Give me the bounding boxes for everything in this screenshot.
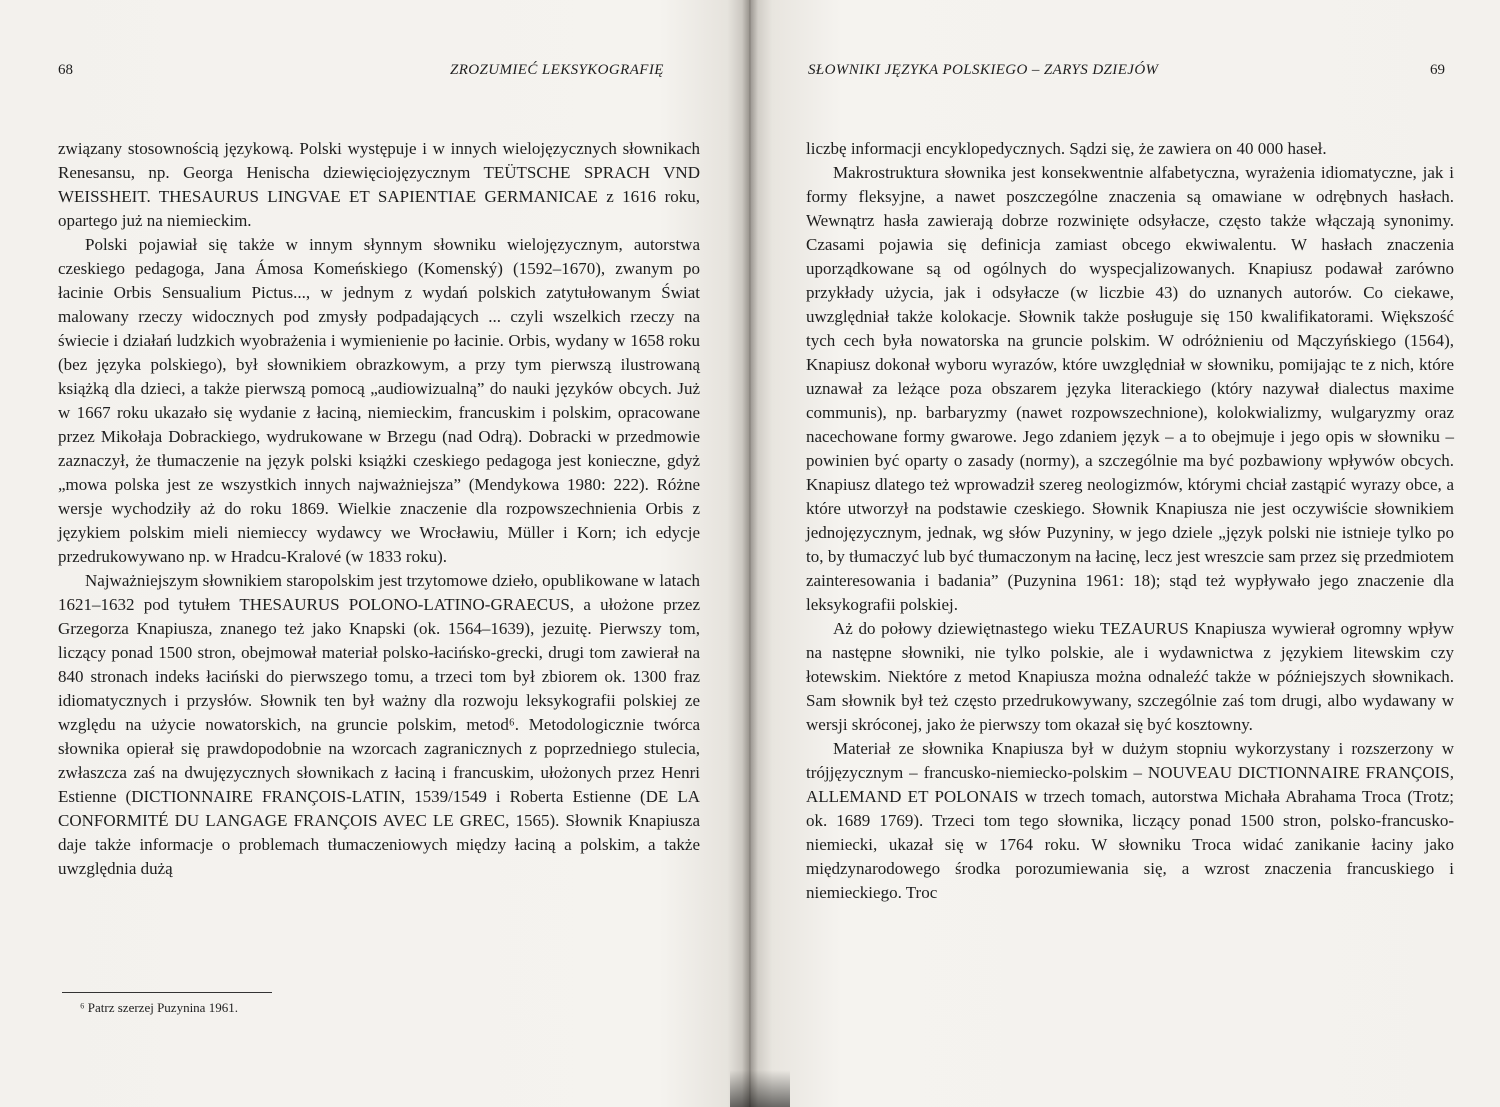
- body-text: [58, 137, 700, 881]
- page-number: 69: [1430, 62, 1445, 78]
- footnote-rule: [62, 992, 272, 993]
- footnote: ⁶ Patrz szerzej Puzynina 1961.: [80, 1000, 238, 1015]
- paragraph: liczbę informacji encyklopedycznych. Sądzi się, że zawiera on 40 000 haseł.: [806, 139, 1327, 158]
- paragraph: związany stosownością językową. Polski występuje i w innych wielojęzycznych słownikach Renesansu, np. Georga Henischa dziewięciojęzycznym TEÜTSCHE SPRACH VND WEISSHEIT. THESAURUS LINGVAE ET SAPIENTIAE GERMANICAE z 1616 roku, opartego już na niemieckim.: [58, 139, 700, 230]
- paragraph: Aż do połowy dziewiętnastego wieku TEZAURUS Knapiusza wywierał ogromny wpływ na następne słowniki, nie tylko polskie, ale i wydawnictwa z językiem litewskim czy łotewskim. Niektóre z metod Knapiusza można odnaleźć także w późniejszych słownikach. Sam słownik był też często przedrukowywany, szczególnie zaś tom drugi, albo wydawany w wersji skróconej, jako że pierwszy tom okazał się być kosztowny.: [806, 619, 1454, 734]
- page-number: 68: [58, 62, 73, 78]
- running-head: SŁOWNIKI JĘZYKA POLSKIEGO – ZARYS DZIEJÓW: [808, 62, 1159, 78]
- paragraph: Makrostruktura słownika jest konsekwentnie alfabetyczna, wyrażenia idiomatyczne, jak i formy fleksyjne, a nawet poszczególne znaczenia są omawiane w odrębnych hasłach. Wewnątrz hasła zawierają dobrze rozwinięte odsyłacze, często także włączają synonimy. Czasami pojawia się definicja zamiast obcego ekwiwalentu. W hasłach znaczenia uporządkowane są od ogólnych do wyspecjalizowanych. Knapiusz podawał zarówno przykłady użycia, jak i odsyłacze (w liczbie 43) do uznanych autorów. Co ciekawe, uwzględniał także kolokacje. Słownik także posługuje się 150 kwalifikatorami. Większość tych cech była nowatorska na gruncie polskim. W odróżnieniu od Mączyńskiego (1564), Knapiusz dokonał wyboru wyrazów, które uwzględniał w słowniku, pomijając te z nich, które uznawał za leżące poza obszarem języka literackiego (który nazywał dialectus maxime communis), np. barbaryzmy (nawet rozpowszechnione), kolokwializmy, wulgaryzmy oraz nacechowane formy gwarowe. Jego zdaniem język – a to obejmuje i jego opis w słowniku – powinien być oparty o zasady (normy), a szczególnie ma być pozbawiony wpływów obcych. Knapiusz dlatego też wprowadził szereg neologizmów, którymi chciał zastąpić wyrazy obce, a które utworzył na podstawie czeskiego. Słownik Knapiusza nie jest oczywiście słownikiem jednojęzycznym, jednak, wg słów Puzyniny, w jego dziele „język polski nie istnieje tylko po to, by tłumaczyć lub być tłumaczonym na łacinę, lecz jest wreszcie sam przez się przedmiotem zainteresowania i badania” (Puzynina 1961: 18); stąd też wypływało jego znaczenie dla leksykografii polskiej.: [806, 163, 1454, 614]
- right-page: [750, 0, 1500, 1107]
- spine-shadow: [730, 1070, 790, 1107]
- paragraph: Polski pojawiał się także w innym słynnym słowniku wielojęzycznym, autorstwa czeskiego pedagoga, Jana Ámosa Komeńskiego (Komenský) (1592–1670), zwanym po łacinie Orbis Sensualium Pictus..., w jednym z wydań polskich zatytułowanym Świat malowany rzeczy widocznych pod zmysły podpadających ... czyli wszelkich rzeczy na świecie i działań ludzkich wyobrażenia i wymienienie po łacinie. Orbis, wydany w 1658 roku (bez języka polskiego), był słownikiem obrazkowym, a przy tym pierwszą ilustrowaną książką dla dzieci, a także pierwszą pomocą „audiowizualną” do nauki języków obcych. Już w 1667 roku ukazało się wydanie z łaciną, niemieckim, francuskim i polskim, opracowane przez Mikołaja Dobrackiego, wydrukowane w Brzegu (nad Odrą). Dobracki w przedmowie zaznaczył, że tłumaczenie na język polski książki czeskiego pedagoga jest konieczne, gdyż „mowa polska jest ze wszystkich innych najważniejsza” (Mendykowa 1980: 222). Różne wersje wychodziły aż do roku 1869. Wielkie znaczenie dla rozpowszechnienia Orbis z językiem polskim mieli niemieccy wydawcy we Wrocławiu, Müller i Korn; ich edycje przedrukowywano np. w Hradcu-Kralové (w 1833 roku).: [58, 235, 700, 566]
- body-text: [806, 137, 1454, 905]
- running-head: ZROZUMIEĆ LEKSYKOGRAFIĘ: [450, 62, 664, 78]
- paragraph: Najważniejszym słownikiem staropolskim jest trzytomowe dzieło, opublikowane w latach 1621–1632 pod tytułem THESAURUS POLONO-LATINO-GRAECUS, a ułożone przez Grzegorza Knapiusza, znanego też jako Knapski (ok. 1564–1639), jezuitę. Pierwszy tom, liczący ponad 1500 stron, obejmował materiał polsko-łacińsko-grecki, drugi tom zawierał na 840 stronach indeks łaciński do pierwszego tomu, a trzeci tom był zbiorem ok. 1300 fraz idiomatycznych i przysłów. Słownik ten był ważny dla rozwoju leksykografii polskiej ze względu na użycie nowatorskich, na gruncie polskim, metod⁶. Metodologicznie twórca słownika opierał się prawdopodobnie na wzorcach zagranicznych z poprzedniego stulecia, zwłaszcza zaś na dwujęzycznych słownikach z łaciną i francuskim, ułożonych przez Henri Estienne (DICTIONNAIRE FRANÇOIS-LATIN, 1539/1549 i Roberta Estienne (DE LA CONFORMITÉ DU LANGAGE FRANÇOIS AVEC LE GREC, 1565). Słownik Knapiusza daje także informacje o problemach tłumaczeniowych między łaciną a polskim, a także uwzględnia dużą: [58, 571, 700, 878]
- book-gutter: [742, 0, 758, 1107]
- paragraph: Materiał ze słownika Knapiusza był w dużym stopniu wykorzystany i rozszerzony w trójjęzycznym – francusko-niemiecko-polskim – NOUVEAU DICTIONNAIRE FRANÇOIS, ALLEMAND ET POLONAIS w trzech tomach, autorstwa Michała Abrahama Troca (Trotz; ok. 1689 1769). Trzeci tom tego słownika, liczący ponad 1500 stron, polsko-francusko-niemiecki, ukazał się w 1764 roku. W słowniku Troca widać zanikanie łaciny jako międzynarodowego środka porozumiewania się, a wzrost znaczenia francuskiego i niemieckiego. Troc: [806, 739, 1454, 902]
